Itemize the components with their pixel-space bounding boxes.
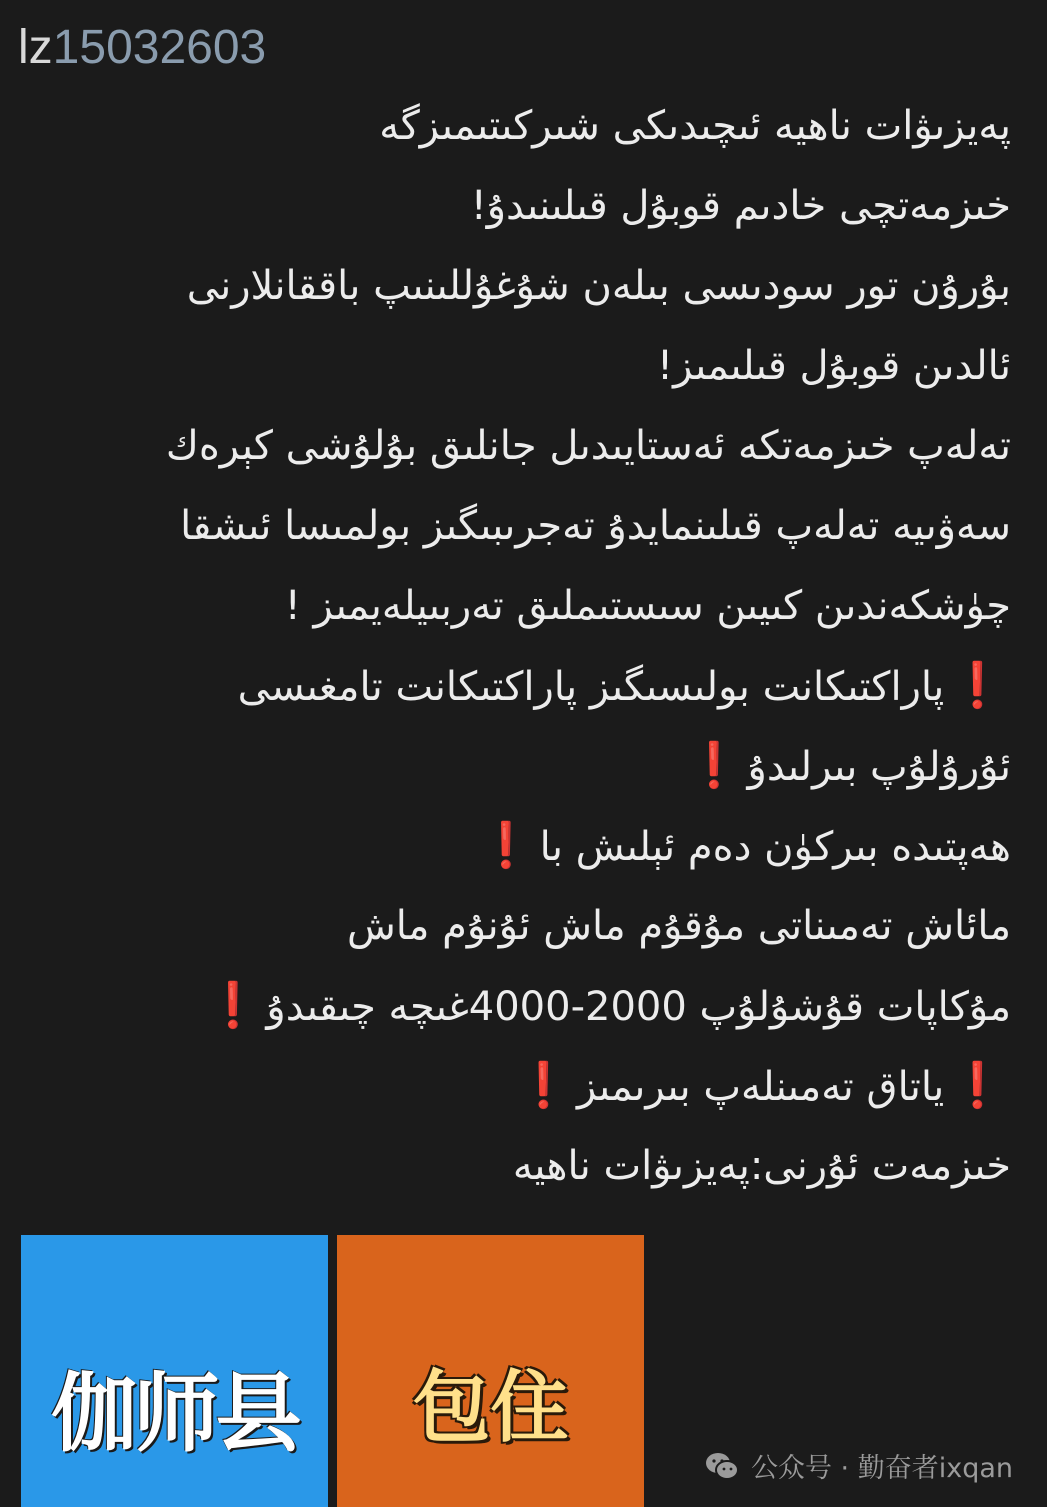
post-line-text: خىزمەت ئۇرنى:پەيزىۋات ناھيە: [512, 1143, 1011, 1189]
exclamation-icon: ❗: [686, 740, 742, 791]
post-line: [11, 406, 1011, 486]
exclamation-icon: ❗: [950, 1060, 1005, 1111]
post-line-text: مۇكاپات قۇشۇلۇپ 2000-4000غىچە چىقىدۇ: [266, 984, 1011, 1030]
watermark-text: 公众号 · 勤奋者ixqan: [750, 1453, 1013, 1484]
thumbnail-caption: 包住: [412, 1363, 569, 1453]
post-line: [11, 966, 1011, 1046]
post-line-text: پەيزىۋات ناھيە ئىچىدىكى شىركىتىمىزگە: [379, 103, 1011, 149]
post-line: [11, 246, 1011, 326]
exclamation-icon: ❗: [478, 820, 534, 871]
username-link[interactable]: 15032603: [52, 21, 267, 74]
post-line-text: تەلەپ خىزمەتكە ئەستايىدىل جانلىق بۇلۇشى كېرەك: [165, 423, 1011, 469]
post-line-text: ياتاق تەمىنلەپ بىرىمىز: [576, 1064, 945, 1110]
post-line: [11, 1126, 1011, 1206]
thumbnail-image[interactable]: [21, 1235, 328, 1507]
post-line: [11, 166, 1011, 246]
wechat-icon: [705, 1451, 739, 1481]
post-line-text: ئالدىن قوبۇل قىلىمىز!: [657, 343, 1011, 389]
post-line: [11, 1046, 1011, 1126]
username-prefix: lz: [18, 21, 53, 74]
wechat-watermark: [705, 1446, 1013, 1485]
thumbnail-caption: 伽师县: [51, 1363, 298, 1464]
post-header: [18, 18, 266, 78]
thumbnail-image[interactable]: [337, 1235, 644, 1507]
exclamation-icon: ❗: [205, 980, 261, 1031]
post-line-text: ھەپتىدە بىركۈن دەم ئېلىش با: [539, 824, 1011, 870]
post-line-text: پاراكتىكانت بولىسىگىز پاراكتىكانت تامغىسى: [237, 664, 945, 710]
post-body: [11, 86, 1011, 1206]
exclamation-icon: ❗: [516, 1060, 571, 1111]
post-line: [11, 566, 1011, 646]
post-line: [11, 726, 1011, 806]
post-line: [11, 326, 1011, 406]
post-line: [11, 86, 1011, 166]
exclamation-icon: ❗: [950, 660, 1005, 711]
post-line-text: خىزمەتچى خادىم قوبۇل قىلىنىدۇ!: [470, 183, 1011, 229]
post-line-text: ئۇرۇلۇپ بىرلىدۇ: [747, 744, 1011, 790]
post-line: [11, 646, 1011, 726]
post-line: [11, 806, 1011, 886]
post-line-text: چۈشكەندىن كىيىن سىستىملىق تەربىيلەيمىز !: [284, 583, 1011, 629]
post-line: [11, 486, 1011, 566]
post-line-text: بۇرۇن تور سودىسى بىلەن شۇغۇللىنىپ باققانلارنى: [186, 263, 1011, 309]
post-line-text: سەۋىيە تەلەپ قىلىنمايدۇ تەجرىبىگىز بولمىسا ئىشقا: [180, 503, 1011, 549]
post-line-text: مائاش تەمىناتى مۇقۇم ماش ئۇنۇم ماش: [346, 903, 1011, 949]
post-line: [11, 886, 1011, 966]
